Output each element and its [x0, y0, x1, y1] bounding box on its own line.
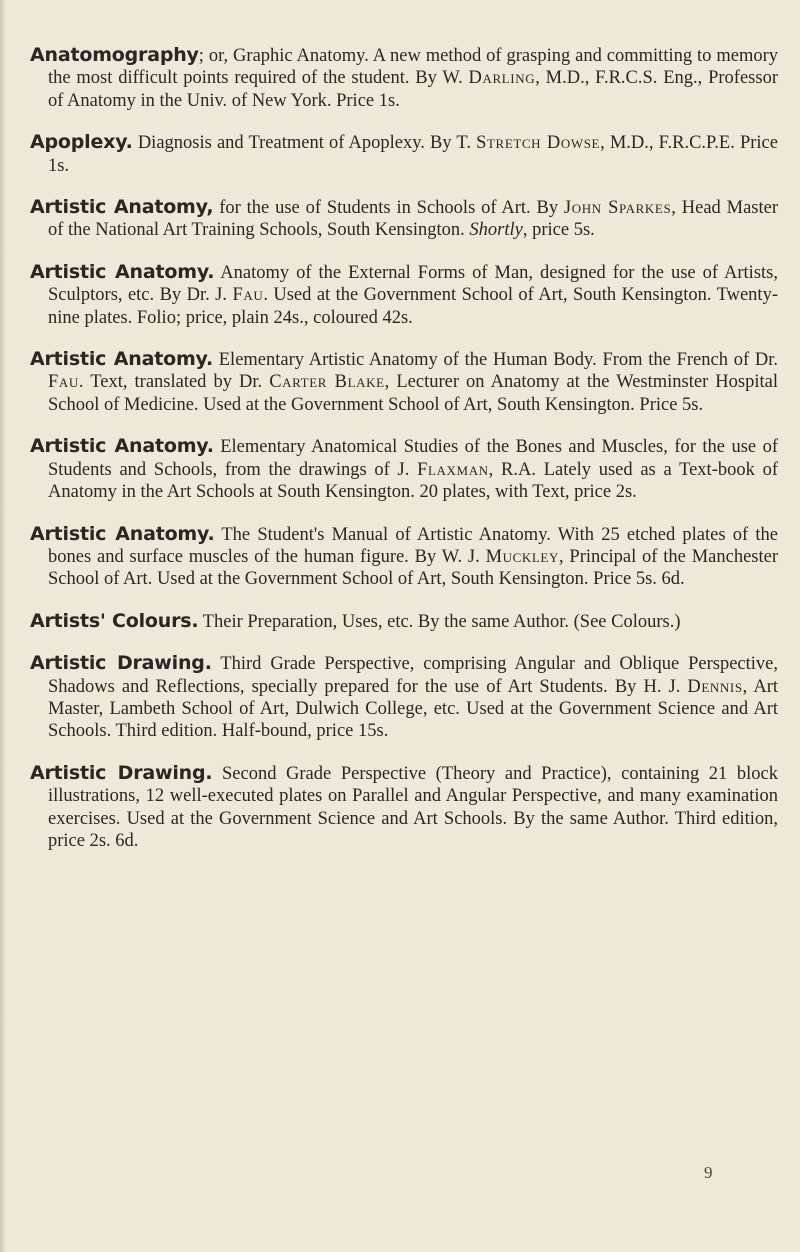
- entry-text: . Text, translated by Dr.: [78, 372, 270, 393]
- entry-text: for the use of Students in Schools of Art. By: [213, 198, 564, 219]
- entry-text: , M.D., F.R.C.P.E. Price 1s.: [48, 133, 778, 176]
- catalogue-entry: [30, 348, 778, 416]
- entry-heading: Anatomography: [30, 44, 199, 66]
- entry-heading: Artistic Anatomy.: [30, 348, 214, 371]
- entry-text: , Principal of the Manchester School of Art. Used at the Government School of Art, South Kensington. Price 5s. 6d.: [48, 546, 778, 590]
- entry-text: , R.A. Lately used as a Text-book of Anatomy in the Art Schools at South Kensington. 20 plates, with Text, price 2s.: [48, 459, 778, 503]
- entry-text: Second Grade Perspective (Theory and Practice), containing 21 block illustrations, 12 well-executed plates on Parallel and Angular Perspective, and many examination exercises. Used at the Government Science and Art Schools. By the same Author. Third edition, price 2s. 6d.: [48, 763, 778, 851]
- entry-text: Elementary Anatomical Studies of the Bones and Muscles, for the use of Students and Schools, from the drawings of J.: [48, 437, 778, 480]
- author-name: Darling: [468, 68, 536, 89]
- page-number: 9: [704, 1163, 713, 1182]
- entry-heading: Artistic Anatomy,: [30, 196, 214, 219]
- author-name: Fau: [48, 372, 79, 393]
- catalogue-entry: [30, 44, 778, 112]
- entry-text: Their Preparation, Uses, etc. By the same Author. (See Colours.): [198, 611, 681, 632]
- catalogue-entry: [30, 435, 778, 503]
- author-name: Dennis: [687, 676, 743, 697]
- entry-text: Anatomy of the External Forms of Man, designed for the use of Artists, Sculptors, etc. By Dr. J.: [48, 262, 778, 306]
- entry-text: Diagnosis and Treatment of Apoplexy. By T.: [132, 133, 477, 154]
- author-name: Muckley: [485, 546, 559, 567]
- entry-text-italic: Shortly: [469, 220, 523, 241]
- author-name: John Sparkes: [563, 198, 672, 219]
- catalogue-entry: [30, 131, 778, 177]
- entry-text: , Head Master of the National Art Training Schools, South Kensington.: [48, 198, 779, 241]
- author-name: Carter Blake: [269, 372, 385, 393]
- entry-heading: Artistic Drawing.: [30, 761, 213, 784]
- catalogue-entry: [30, 762, 778, 853]
- entry-heading: Artistic Anatomy.: [30, 435, 214, 458]
- entry-text: . Used at the Government School of Art, South Kensington. Twenty-nine plates. Folio; price, plain 24s., coloured 42s.: [48, 285, 778, 328]
- catalogue-entries: [30, 44, 778, 871]
- entry-text: , Art Master, Lambeth School of Art, Dulwich College, etc. Used at the Government Science and Art Schools. Third edition. Half-bound, price 15s.: [48, 676, 779, 742]
- author-name: Stretch Dowse: [476, 133, 601, 154]
- entry-heading: Artistic Anatomy.: [30, 522, 215, 545]
- catalogue-entry: [30, 523, 778, 591]
- entry-heading: Artists' Colours.: [30, 609, 199, 632]
- catalogue-entry: [30, 196, 778, 242]
- entry-text: Third Grade Perspective, comprising Angular and Oblique Perspective, Shadows and Reflections, specially prepared for the use of Art Students. By H. J.: [48, 654, 778, 697]
- entry-text: Elementary Artistic Anatomy of the Human Body. From the French of Dr.: [213, 350, 778, 371]
- author-name: Fau: [232, 285, 264, 306]
- entry-heading: Artistic Anatomy.: [30, 260, 215, 283]
- catalogue-entry: [30, 610, 778, 633]
- entry-text: , price 5s.: [522, 220, 595, 241]
- catalogue-entry: [30, 652, 778, 743]
- catalogue-entry: [30, 261, 778, 329]
- author-name: Flaxman: [417, 459, 489, 480]
- entry-text: ; or, Graphic Anatomy. A new method of grasping and committing to memory the most difficult points required of the student. By W.: [48, 46, 778, 89]
- entry-text: The Student's Manual of Artistic Anatomy. With 25 etched plates of the bones and surface muscles of the human figure. By W. J.: [48, 524, 778, 567]
- entry-heading: Artistic Drawing.: [30, 652, 212, 675]
- entry-heading: Apoplexy.: [30, 131, 133, 154]
- entry-text: , M.D., F.R.C.S. Eng., Professor of Anatomy in the Univ. of New York. Price 1s.: [48, 68, 778, 111]
- entry-text: , Lecturer on Anatomy at the Westminster Hospital School of Medicine. Used at the Government School of Art, South Kensington. Price 5s.: [48, 372, 778, 415]
- page-binding-shadow: [0, 0, 6, 1252]
